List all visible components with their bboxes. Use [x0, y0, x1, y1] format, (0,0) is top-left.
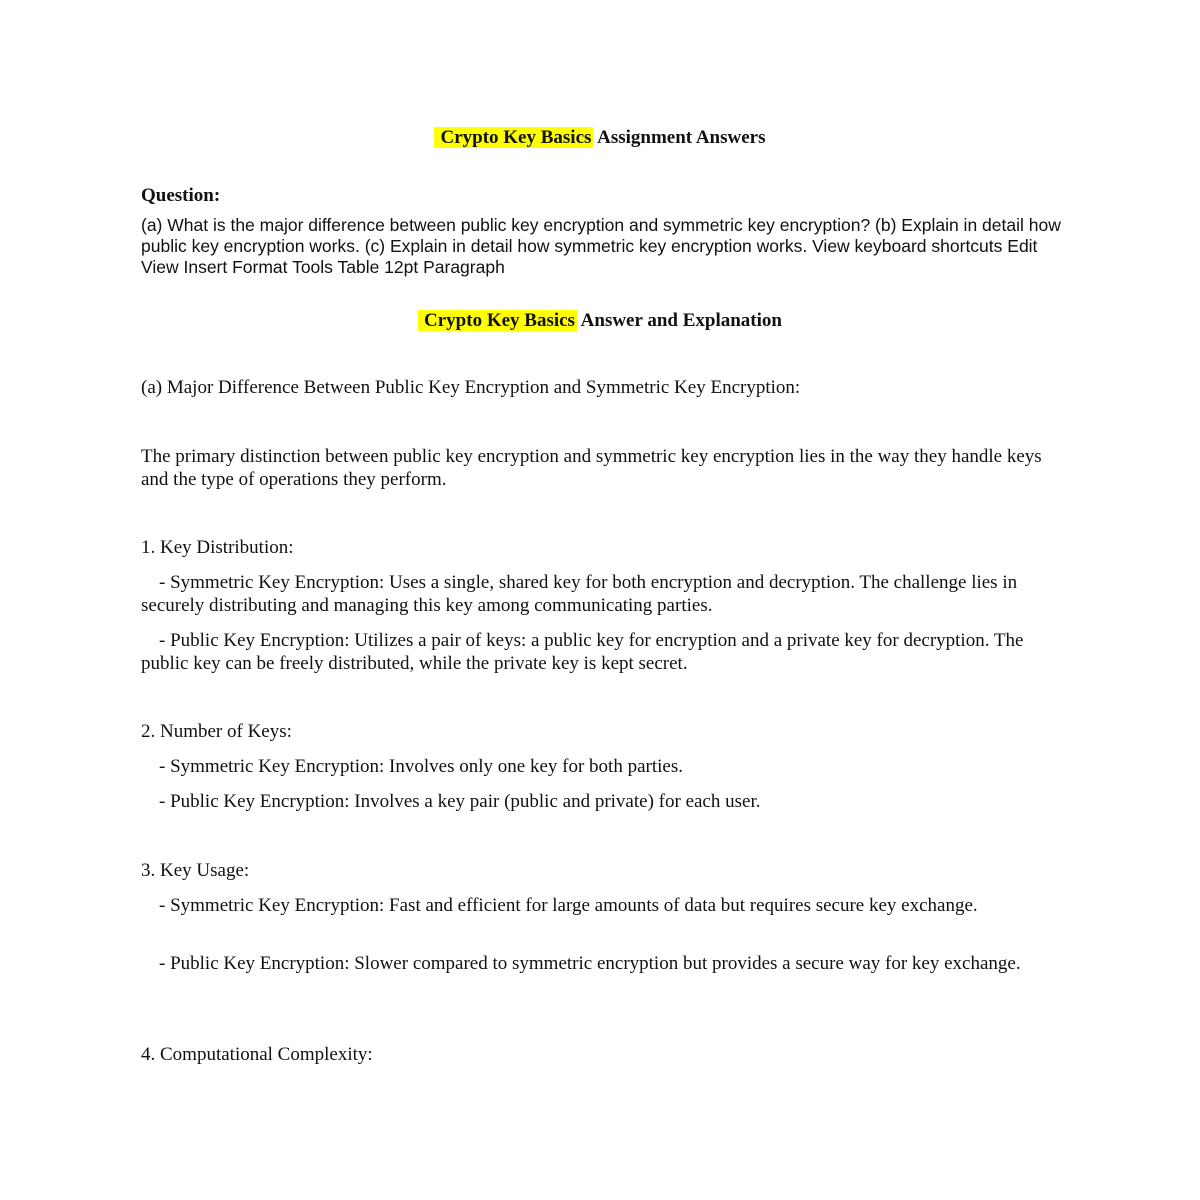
point-heading: 3. Key Usage:	[141, 860, 250, 881]
point-item: - Symmetric Key Encryption: Involves only one key for both parties.	[159, 756, 683, 777]
answer-heading-rest: Answer and Explanation	[580, 310, 782, 331]
answer-heading	[0, 309, 1200, 333]
point-item: - Public Key Encryption: Involves a key pair (public and private) for each user.	[159, 791, 761, 812]
question-label: Question:	[141, 185, 221, 206]
intro-paragraph: The primary distinction between public key encryption and symmetric key encryption lies in the way they handle keys and the type of operations they perform.	[141, 446, 1042, 490]
title-highlight: Crypto Key Basics	[434, 127, 593, 148]
point-heading: 2. Number of Keys:	[141, 721, 292, 742]
point-heading: 4. Computational Complexity:	[141, 1044, 373, 1065]
section-a-heading: (a) Major Difference Between Public Key Encryption and Symmetric Key Encryption:	[141, 377, 801, 398]
answer-heading-highlight: Crypto Key Basics	[418, 310, 577, 331]
question-text: (a) What is the major difference between public key encryption and symmetric key encryption? (b) Explain in detail how public key encryption works. (c) Explain in detail how symmetric key encryption works. View keyboard shortcuts Edit View Insert Format Tools Table 12pt Paragraph	[141, 215, 1061, 277]
document-title	[0, 126, 1200, 150]
point-item: - Public Key Encryption: Utilizes a pair of keys: a public key for encryption and a private key for decryption. The public key can be freely distributed, while the private key is kept secret.	[141, 630, 1024, 674]
point-item: - Symmetric Key Encryption: Fast and efficient for large amounts of data but requires secure key exchange.	[159, 895, 978, 916]
point-item: - Symmetric Key Encryption: Uses a single, shared key for both encryption and decryption. The challenge lies in securely distributing and managing this key among communicating parties.	[141, 572, 1018, 616]
title-rest: Assignment Answers	[597, 127, 766, 148]
point-heading: 1. Key Distribution:	[141, 537, 294, 558]
point-item: - Public Key Encryption: Slower compared to symmetric encryption but provides a secure way for key exchange.	[159, 953, 1021, 974]
